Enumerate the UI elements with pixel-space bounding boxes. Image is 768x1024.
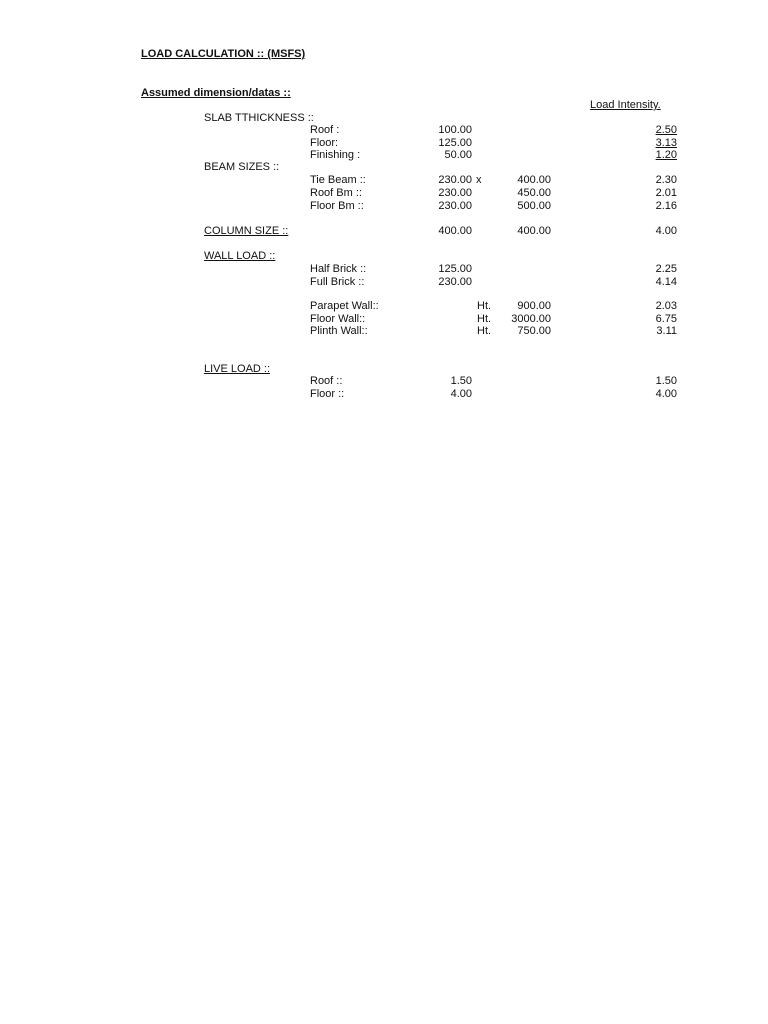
assumed-heading: Assumed dimension/datas ::	[141, 87, 291, 99]
column-intensity: 4.00	[655, 225, 677, 237]
wall-plinth-value: 750.00	[517, 325, 551, 337]
slab-finishing-value: 50.00	[444, 149, 472, 161]
beam-tie-x: x	[476, 174, 482, 186]
wall-half-intensity: 2.25	[655, 263, 677, 275]
beam-tie-label: Tie Beam ::	[310, 174, 366, 186]
beam-roof-depth: 450.00	[517, 187, 551, 199]
slab-roof-label: Roof :	[310, 124, 340, 136]
slab-roof-value: 100.00	[438, 124, 472, 136]
column-width: 400.00	[438, 225, 472, 237]
live-roof-intensity: 1.50	[655, 375, 677, 387]
wall-parapet-value: 900.00	[517, 300, 551, 312]
slab-floor-label: Floor:	[310, 137, 339, 149]
wall-full-label: Full Brick ::	[310, 276, 365, 288]
slab-finishing-label: Finishing :	[310, 149, 361, 161]
wall-floor-value: 3000.00	[511, 313, 551, 325]
slab-floor-intensity: 3.13	[655, 137, 677, 149]
wall-parapet-ht: Ht.	[477, 300, 492, 312]
wall-plinth-label: Plinth Wall::	[310, 325, 368, 337]
wall-parapet-intensity: 2.03	[655, 300, 677, 312]
live-floor-label: Floor ::	[310, 388, 345, 400]
beam-floor-width: 230.00	[438, 200, 472, 212]
wall-full-value: 230.00	[438, 276, 472, 288]
wall-plinth-intensity: 3.11	[656, 325, 677, 337]
beam-tie-depth: 400.00	[517, 174, 551, 186]
load-intensity-label: Load Intensity.	[590, 99, 661, 111]
beam-floor-intensity: 2.16	[655, 200, 677, 212]
live-floor-value: 4.00	[450, 388, 472, 400]
beam-tie-intensity: 2.30	[655, 174, 677, 186]
live-heading: LIVE LOAD ::	[204, 363, 271, 375]
wall-half-label: Half Brick ::	[310, 263, 367, 275]
wall-parapet-label: Parapet Wall::	[310, 300, 379, 312]
wall-heading: WALL LOAD ::	[204, 250, 276, 262]
column-depth: 400.00	[517, 225, 551, 237]
beam-tie-width: 230.00	[438, 174, 472, 186]
beam-roof-label: Roof Bm ::	[310, 187, 362, 199]
live-floor-intensity: 4.00	[655, 388, 677, 400]
slab-floor-value: 125.00	[438, 137, 472, 149]
wall-floor-ht: Ht.	[477, 313, 492, 325]
wall-floor-intensity: 6.75	[655, 313, 677, 325]
wall-half-value: 125.00	[438, 263, 472, 275]
page-title: LOAD CALCULATION :: (MSFS)	[141, 48, 306, 60]
slab-finishing-intensity: 1.20	[655, 149, 677, 161]
beam-floor-label: Floor Bm ::	[310, 200, 364, 212]
live-roof-value: 1.50	[450, 375, 472, 387]
column-heading: COLUMN SIZE ::	[204, 225, 289, 237]
live-roof-label: Roof ::	[310, 375, 343, 387]
beam-roof-intensity: 2.01	[655, 187, 677, 199]
wall-floor-label: Floor Wall::	[310, 313, 366, 325]
slab-heading: SLAB TTHICKNESS ::	[204, 112, 314, 124]
beam-roof-width: 230.00	[438, 187, 472, 199]
beam-heading: BEAM SIZES ::	[204, 161, 280, 173]
slab-roof-intensity: 2.50	[655, 124, 677, 136]
beam-floor-depth: 500.00	[517, 200, 551, 212]
wall-plinth-ht: Ht.	[477, 325, 492, 337]
wall-full-intensity: 4.14	[655, 276, 677, 288]
